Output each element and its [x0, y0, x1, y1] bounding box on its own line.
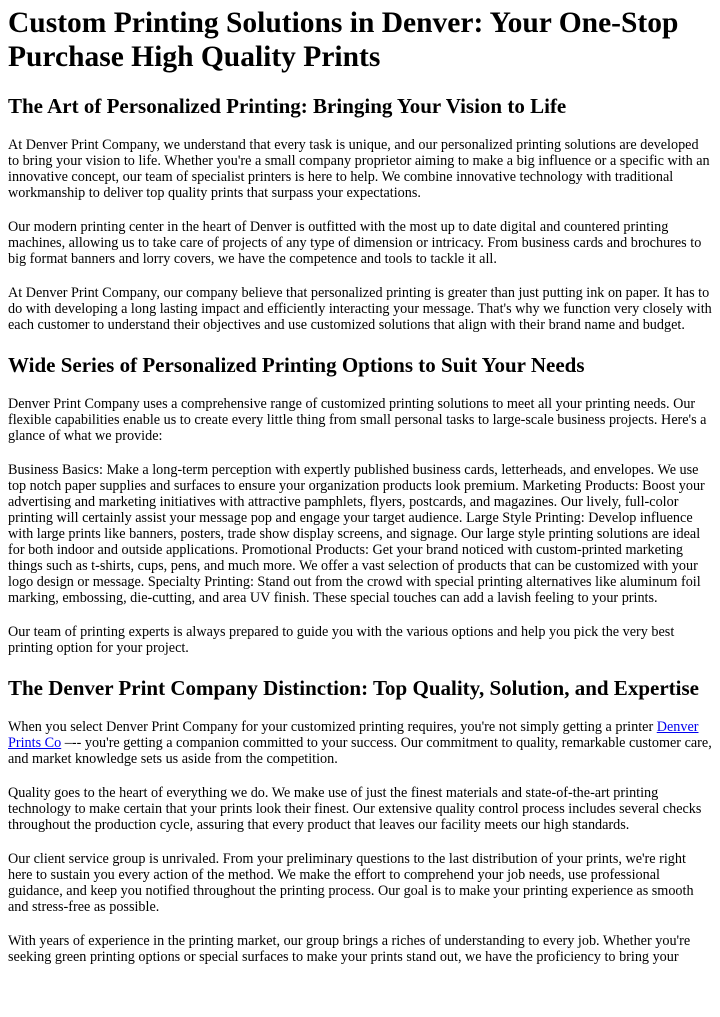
- paragraph-with-link: [8, 719, 712, 767]
- paragraph: With years of experience in the printing market, our group brings a riches of understanding to every job. Whether you're seeking green printing options or special surfaces to make your prints stand out, we have the proficiency to bring your: [8, 933, 691, 965]
- denver-prints-co-link[interactable]: Denver Prints Co: [8, 719, 699, 751]
- paragraph: Our modern printing center in the heart of Denver is outfitted with the most up to date digital and countered printing machines, allowing us to take care of projects of any type of dimension or intricacy. From business cards and brochures to big format banners and lorry covers, we have the competence and tools to tackle it all.: [8, 219, 702, 267]
- paragraph: Quality goes to the heart of everything we do. We make use of just the finest materials and state-of-the-art printing technology to make certain that your prints look their finest. Our extensive quality control process includes several checks throughout the production cycle, assuring that every product that leaves our facility meets our high standards.: [8, 785, 702, 833]
- section-heading-personalized-printing: The Art of Personalized Printing: Bringing Your Vision to Life: [8, 94, 567, 118]
- section-heading-distinction: The Denver Print Company Distinction: Top Quality, Solution, and Expertise: [8, 676, 699, 700]
- paragraph-text: When you select Denver Print Company for your customized printing requires, you're not simply getting a printer: [8, 719, 657, 735]
- page-title: Custom Printing Solutions in Denver: Your One-Stop Purchase High Quality Prints: [8, 7, 679, 73]
- paragraph-text: –-- you're getting a companion committed to your success. Our commitment to quality, remarkable customer care, and market knowledge sets us aside from the competition.: [8, 735, 712, 767]
- paragraph: Our team of printing experts is always prepared to guide you with the various options and help you pick the very best printing option for your project.: [8, 624, 675, 656]
- paragraph: Our client service group is unrivaled. From your preliminary questions to the last distribution of your prints, we're right here to sustain you every action of the method. We make the effort to comprehend your job needs, use professional guidance, and keep you notified throughout the printing process. Our goal is to make your printing experience as smooth and stress-free as possible.: [8, 851, 694, 915]
- paragraph: Denver Print Company uses a comprehensive range of customized printing solutions to meet all your printing needs. Our flexible capabilities enable us to create every little thing from small personal tasks to large-scale business projects. Here's a glance of what we provide:: [8, 396, 707, 444]
- paragraph: Business Basics: Make a long-term perception with expertly published business cards, letterheads, and envelopes. We use top notch paper supplies and surfaces to ensure your organization products look premium. Marketing Products: Boost your advertising and marketing initiatives with attractive pamphlets, flyers, postcards, and magazines. Our lively, full-color printing will certainly assist your message pop and engage your target audience. Large Style Printing: Develop influence with large prints like banners, posters, trade show display screens, and signage. Our large style printing solutions are ideal for both indoor and outside applications. Promotional Products: Get your brand noticed with custom-printed marketing things such as t-shirts, cups, pens, and much more. We offer a vast selection of products that can be customized with your logo design or message. Specialty Printing: Stand out from the crowd with special printing alternatives like aluminum foil marking, embossing, die-cutting, and area UV finish. These special touches can add a lavish feeling to your prints.: [8, 462, 705, 606]
- paragraph: At Denver Print Company, our company believe that personalized printing is greater than just putting ink on paper. It has to do with developing a long lasting impact and efficiently interacting your message. That's why we function very closely with each customer to understand their objectives and use customized solutions that align with their brand name and budget.: [8, 285, 712, 333]
- paragraph: At Denver Print Company, we understand that every task is unique, and our personalized printing solutions are developed to bring your vision to life. Whether you're a small company proprietor aiming to make a big influence or a specific with an innovative concept, our team of specialist printers is here to help. We combine innovative technology with traditional workmanship to deliver top quality prints that surpass your expectations.: [8, 137, 710, 201]
- section-heading-printing-options: Wide Series of Personalized Printing Options to Suit Your Needs: [8, 353, 585, 377]
